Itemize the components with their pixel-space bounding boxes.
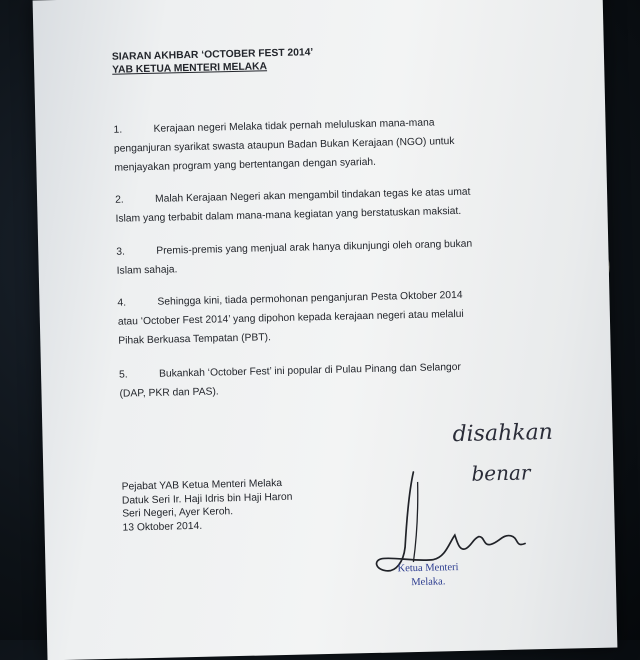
paragraph-line: (DAP, PKR dan PAS). <box>119 386 219 400</box>
paragraph-line: atau ‘October Fest 2014’ yang dipohon kepada kerajaan negeri atau melalui <box>117 308 464 328</box>
signature-flourish <box>412 482 420 562</box>
paragraph-2 <box>115 180 586 229</box>
paragraph-number: 2. <box>115 194 124 206</box>
paragraph-line: Bukankah ‘October Fest’ ini popular di Pulau Pinang dan Selangor <box>158 361 462 380</box>
sender-office: Pejabat YAB Ketua Menteri Melaka <box>121 478 283 493</box>
paragraph-number: 5. <box>118 369 128 381</box>
document-paper <box>33 0 618 660</box>
paragraph-line: Premis-premis yang menjual arak hanya dikunjungi oleh orang bukan <box>156 238 473 257</box>
paragraph-number: 3. <box>116 246 126 258</box>
stamp-line1: Ketua Menteri <box>397 562 459 575</box>
paragraph-3 <box>116 232 587 281</box>
handwritten-note-line1: disahkan <box>452 419 554 448</box>
paragraph-line: Islam sahaja. <box>116 264 178 277</box>
paragraph-line: Malah Kerajaan Negeri akan mengambil tindakan tegas ke atas umat <box>155 186 471 205</box>
paragraph-line: Islam yang terbabit dalam mana-mana kegiatan yang berstatuskan maksiat. <box>115 205 462 225</box>
paragraph-number: 1. <box>113 124 123 136</box>
sender-block <box>122 477 294 535</box>
sender-date: 13 Oktober 2014. <box>122 520 203 534</box>
paragraph-line: penganjuran syarikat swasta ataupun Badan Bukan Kerajaan (NGO) untuk <box>113 136 455 155</box>
official-stamp <box>397 561 459 590</box>
paragraph-line: Pihak Berkuasa Tempatan (PBT). <box>118 332 272 347</box>
handwritten-note-line2: benar <box>471 460 531 486</box>
paragraph-5 <box>119 355 590 404</box>
stamp-line2: Melaka. <box>411 576 446 589</box>
paragraph-line: Sehingga kini, tiada permohonan penganjuran Pesta Oktober 2014 <box>157 289 463 308</box>
sender-name: Datuk Seri Ir. Haji Idris bin Haji Haron <box>121 491 293 507</box>
paragraph-line: Kerajaan negeri Melaka tidak pernah meluluskan mana-mana <box>153 117 435 135</box>
paragraph-number: 4. <box>117 297 127 309</box>
document-title: SIARAN AKHBAR ‘OCTOBER FEST 2014’ <box>111 47 314 63</box>
paragraph-1 <box>113 110 584 178</box>
sender-address: Seri Negeri, Ayer Keroh. <box>122 506 234 520</box>
document-subtitle: YAB KETUA MENTERI MELAKA <box>112 61 268 76</box>
paragraph-line: menjayakan program yang bertentangan dengan syariah. <box>114 156 377 174</box>
paragraph-4 <box>117 283 588 351</box>
